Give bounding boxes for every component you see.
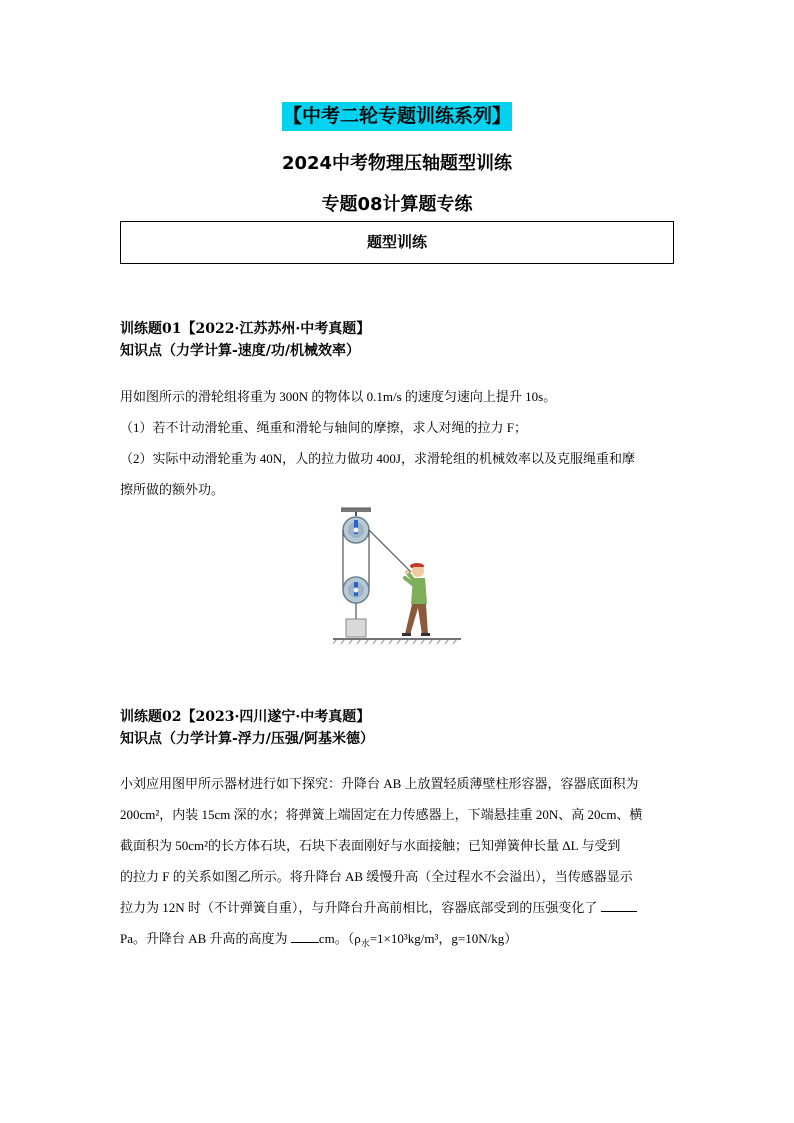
weight-block xyxy=(346,619,366,637)
q2-line5-text: 拉力为 12N 时（不计弹簧自重），与升降台升高前相比，容器底部受到的压强变化了 xyxy=(120,900,598,915)
q2-line3: 截面积为 50cm²的长方体石块，石块下表面刚好与水面接触；已知弹簧伸长量 ΔL 与受到 xyxy=(120,838,621,853)
answer-blank-height[interactable] xyxy=(291,930,319,943)
answer-blank-pressure[interactable] xyxy=(601,899,637,912)
q2-line6 xyxy=(120,923,676,960)
q2-knowledge: 知识点（力学计算-浮力/压强/阿基米德） xyxy=(120,731,375,747)
q2-line6b: cm。（ρ xyxy=(318,931,361,946)
section-box: 题型训练 xyxy=(120,221,674,264)
q2-line1: 小刘应用图甲所示器材进行如下探究：升降台 AB 上放置轻质薄壁柱形容器，容器底面积为 xyxy=(120,776,639,791)
q2-line5 xyxy=(120,892,676,923)
q1-body xyxy=(120,381,676,505)
q1-line3: （2）实际中动滑轮重为 40N，人的拉力做功 400J，求滑轮组的机械效率以及克服绳重和摩 xyxy=(120,451,635,466)
q1-line1: 用如图所示的滑轮组将重为 300N 的物体以 0.1m/s 的速度匀速向上提升 10s。 xyxy=(120,389,557,404)
q1-line2: （1）若不计动滑轮重、绳重和滑轮与轴间的摩擦，求人对绳的拉力 F； xyxy=(120,420,527,435)
q1-line4: 擦所做的额外功。 xyxy=(120,482,225,497)
q2-line6a: Pa。升降台 AB 升高的高度为 xyxy=(120,931,288,946)
q2-line4: 的拉力 F 的关系如图乙所示。将升降台 AB 缓慢升高（全过程水不会溢出），当传感器显示 xyxy=(120,869,633,884)
page-title: 2024中考物理压轴题型训练 xyxy=(281,153,513,174)
q1-knowledge: 知识点（力学计算-速度/功/机械效率） xyxy=(120,343,361,359)
page-subtitle: 专题08计算题专练 xyxy=(321,194,473,215)
series-banner: 【中考二轮专题训练系列】 xyxy=(282,102,512,131)
q2-heading: 训练题02【2023·四川遂宁·中考真题】 xyxy=(120,709,371,725)
person-pulling-icon xyxy=(402,563,430,636)
pulley-figure xyxy=(333,506,463,648)
q2-line6c: 水 xyxy=(360,938,370,949)
q2-line6d: =1×10³kg/m³，g=10N/kg） xyxy=(369,931,518,946)
q1-heading: 训练题01【2022·江苏苏州·中考真题】 xyxy=(120,321,371,337)
q2-body xyxy=(120,768,676,960)
q2-line2: 200cm²，内装 15cm 深的水；将弹簧上端固定在力传感器上，下端悬挂重 20N、高 20cm、横 xyxy=(120,807,643,822)
ceiling-mount xyxy=(341,508,371,512)
